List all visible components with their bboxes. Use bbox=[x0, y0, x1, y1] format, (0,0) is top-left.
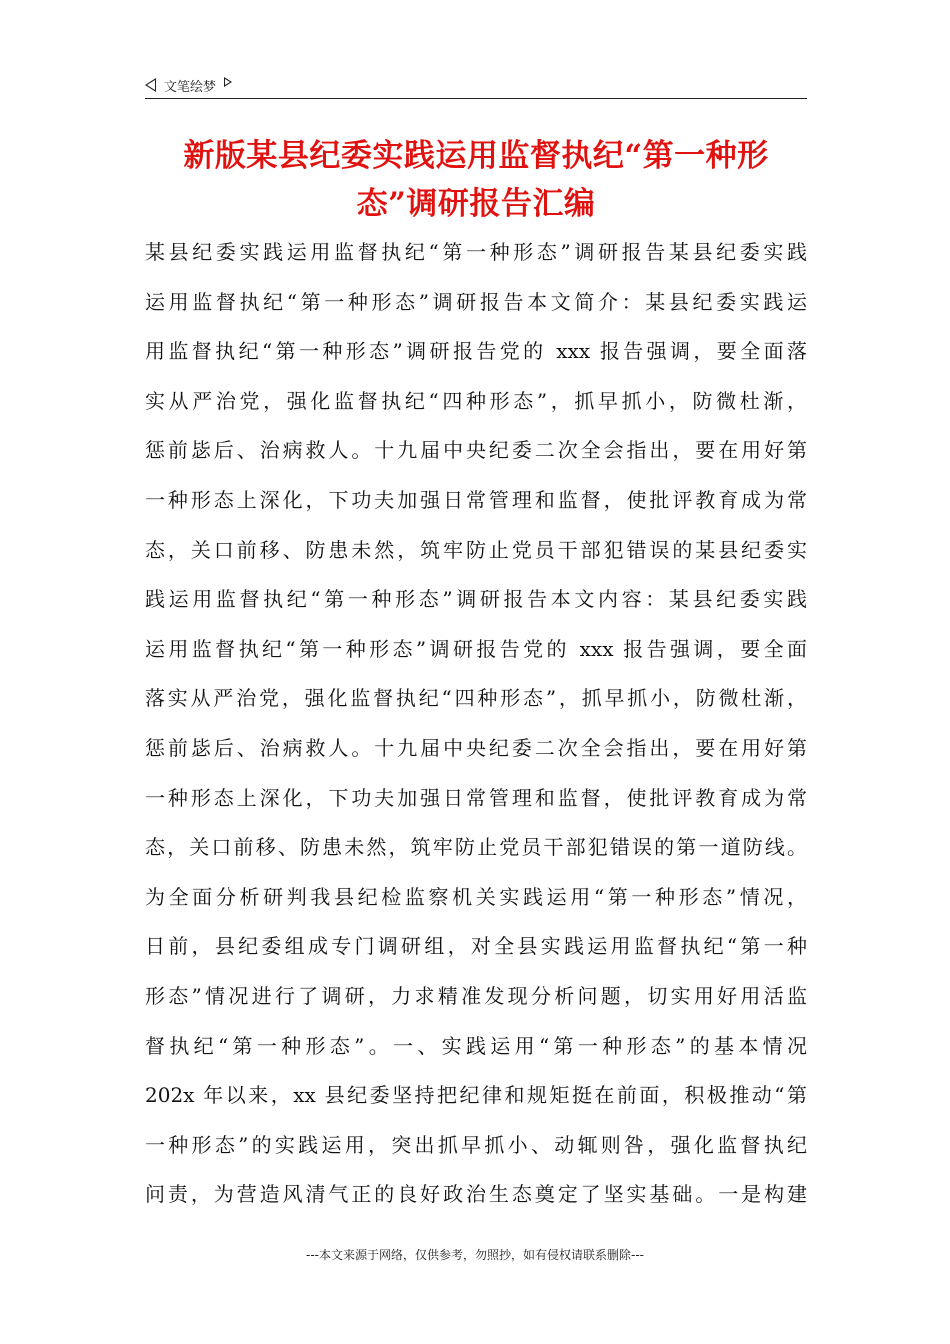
title-line-1: 新版某县纪委实践运用监督执纪“第一种形 bbox=[183, 138, 769, 174]
body-line: 问责，为营造风清气正的良好政治生态奠定了坚实基础。一是构建 bbox=[145, 1182, 807, 1207]
header-brand: 文笔绘梦 bbox=[164, 79, 217, 95]
body-line: 践运用监督执纪“第一种形态”调研报告本文内容：某县纪委实践 bbox=[145, 587, 807, 612]
body-line: 日前，县纪委组成专门调研组，对全县实践运用监督执纪“第一种 bbox=[145, 934, 807, 959]
right-triangle-icon bbox=[224, 77, 232, 87]
document-title bbox=[145, 132, 807, 228]
body-line: 某县纪委实践运用监督执纪“第一种形态”调研报告某县纪委实践 bbox=[145, 240, 807, 264]
body-line: 运用监督执纪“第一种形态”调研报告本文简介：某县纪委实践运 bbox=[145, 289, 807, 314]
body-line: 一种形态上深化，下功夫加强日常管理和监督，使批评教育成为常 bbox=[145, 487, 807, 512]
body-line: 为全面分析研判我县纪检监察机关实践运用“第一种形态”情况， bbox=[145, 884, 807, 909]
body-line: 态，关口前移、防患未然，筑牢防止党员干部犯错误的某县纪委实 bbox=[145, 537, 807, 562]
body-line: 形态”情况进行了调研，力求精准发现分析问题，切实用好用活监 bbox=[145, 983, 807, 1008]
title-line-2: 态”调研报告汇编 bbox=[356, 186, 596, 222]
body-line: 运用监督执纪“第一种形态”调研报告党的 xxx 报告强调，要全面 bbox=[145, 636, 807, 661]
page-header bbox=[145, 72, 807, 99]
body-line: 惩前毖后、治病救人。十九届中央纪委二次全会指出，要在用好第 bbox=[145, 735, 807, 760]
body-line: 202x 年以来，xx 县纪委坚持把纪律和规矩挺在前面，积极推动“第 bbox=[145, 1083, 807, 1108]
body-line: 一种形态”的实践运用，突出抓早抓小、动辄则咎，强化监督执纪 bbox=[145, 1132, 807, 1157]
body-line: 惩前毖后、治病救人。十九届中央纪委二次全会指出，要在用好第 bbox=[145, 438, 807, 463]
page-footer: ---本文来源于网络，仅供参考，勿照抄，如有侵权请联系删除--- bbox=[306, 1248, 644, 1262]
left-triangle-icon bbox=[145, 78, 156, 92]
body-line: 一种形态上深化，下功夫加强日常管理和监督，使批评教育成为常 bbox=[145, 785, 807, 810]
body-line: 督执纪“第一种形态”。一、实践运用“第一种形态”的基本情况 bbox=[145, 1033, 807, 1058]
body-line: 态，关口前移、防患未然，筑牢防止党员干部犯错误的第一道防线。 bbox=[145, 835, 807, 860]
body-line: 实从严治党，强化监督执纪“四种形态”，抓早抓小，防微杜渐， bbox=[145, 388, 807, 413]
body-line: 用监督执纪“第一种形态”调研报告党的 xxx 报告强调，要全面落 bbox=[145, 339, 807, 364]
body-line: 落实从严治党，强化监督执纪“四种形态”，抓早抓小，防微杜渐， bbox=[145, 686, 807, 711]
document-body bbox=[145, 228, 807, 1220]
